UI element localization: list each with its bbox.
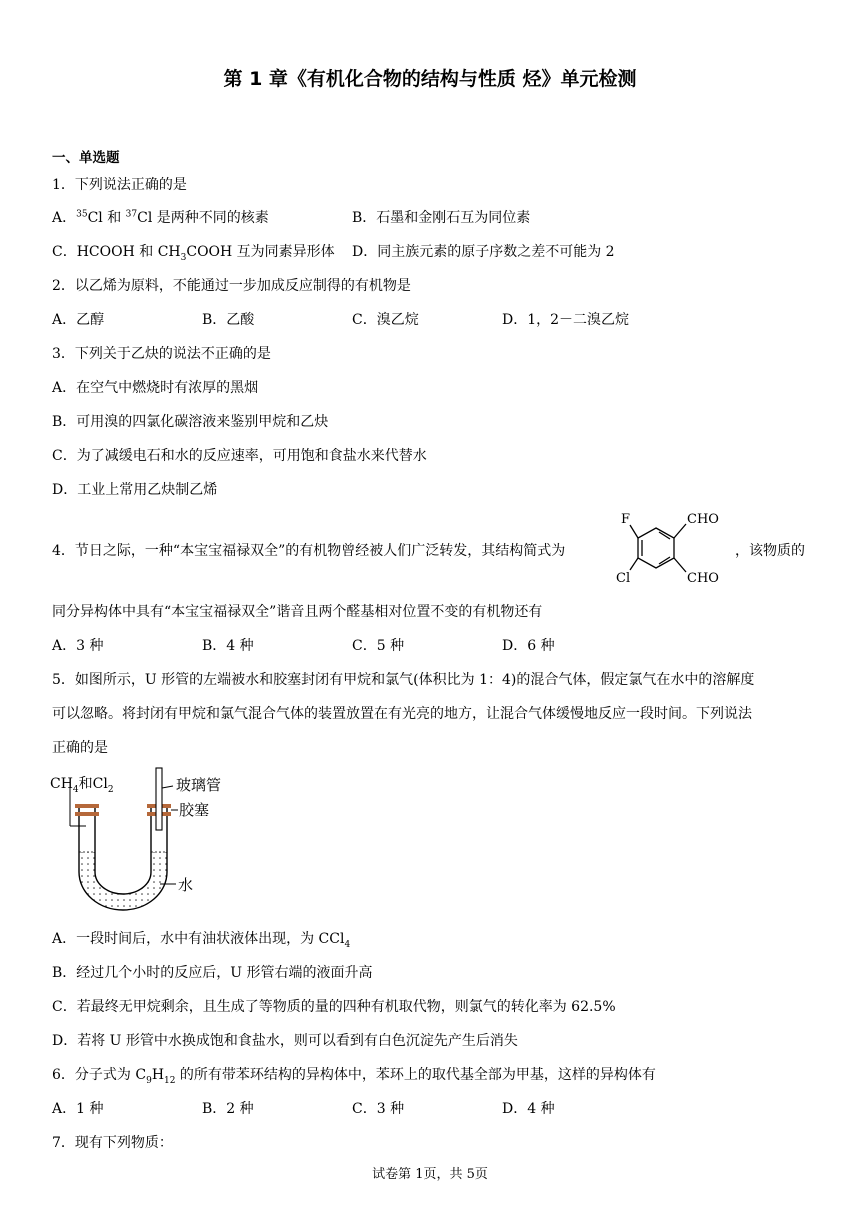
q5-option-b: B．经过几个小时的反应后，U 形管右端的液面升高 xyxy=(52,965,373,981)
q6-stem: 6．分子式为 $C_9H_{12}$ 的所有带苯环结构的异构体中，苯环上的取代基全部为甲基，这样的异构体有 xyxy=(52,1067,656,1086)
structure-formula-diagram xyxy=(608,506,732,588)
substituent-cho-bottom: CHO xyxy=(687,571,719,586)
q4-stem-tail: ，该物质的 xyxy=(735,543,805,559)
q2-stem: 2．以乙烯为原料，不能通过一步加成反应制得的有机物是 xyxy=(52,278,411,294)
q3-stem: 3．下列关于乙炔的说法不正确的是 xyxy=(52,346,271,362)
q6-option-a: A．1 种 xyxy=(52,1101,104,1117)
water-label: 水 xyxy=(178,876,194,894)
q1-stem: 1．下列说法正确的是 xyxy=(52,177,187,193)
q4-option-a: A．3 种 xyxy=(52,638,104,654)
q5-option-a: A．一段时间后，水中有油状液体出现，为 CCl$_4$ xyxy=(52,931,351,950)
q3-option-a: A．在空气中燃烧时有浓厚的黑烟 xyxy=(52,380,259,396)
q6-option-d: D．4 种 xyxy=(502,1101,555,1117)
q4-stem: 4．节日之际，一种“本宝宝福禄双全”的有机物曾经被人们广泛转发，其结构简式为 xyxy=(52,543,566,559)
page-footer: 试卷第 1页，共 5页 xyxy=(372,1167,488,1182)
q5-option-d: D．若将 U 形管中水换成饱和食盐水，则可以看到有白色沉淀先产生后消失 xyxy=(52,1033,518,1049)
substituent-f: F xyxy=(621,512,631,527)
q1-option-b: B．石墨和金刚石互为同位素 xyxy=(352,210,531,226)
q4-option-c: C．5 种 xyxy=(352,638,405,654)
q5-option-c: C．若最终无甲烷剩余，且生成了等物质的量的四种有机取代物，则氯气的转化率为 62.5% xyxy=(52,999,616,1015)
glass-tube-label: 玻璃管 xyxy=(176,776,222,794)
q3-option-b: B．可用溴的四氯化碳溶液来鉴别甲烷和乙炔 xyxy=(52,414,329,430)
q3-option-c: C．为了减缓电石和水的反应速率，可用饱和食盐水来代替水 xyxy=(52,448,427,464)
q5-stem-line-2: 可以忽略。将封闭有甲烷和氯气混合气体的装置放置在有光亮的地方，让混合气体缓慢地反应一段时间。下列说法 xyxy=(52,706,752,722)
q2-option-b: B．乙酸 xyxy=(202,312,255,328)
q5-stem-line-1: 5．如图所示，U 形管的左端被水和胶塞封闭有甲烷和氯气(体积比为 1：4)的混合气体，假定氯气在水中的溶解度 xyxy=(52,672,755,688)
substituent-cl: Cl xyxy=(616,571,631,586)
q2-option-a: A．乙醇 xyxy=(52,312,105,328)
q3-option-d: D．工业上常用乙炔制乙烯 xyxy=(52,482,218,498)
substituent-cho-top: CHO xyxy=(687,512,719,527)
stopper-label: 胶塞 xyxy=(179,801,210,819)
gas-label: $CH_4$和$Cl_2$ xyxy=(50,776,114,795)
q1-option-c: C．HCOOH 和 $CH_3COOH$ 互为同素异形体 xyxy=(52,244,335,263)
q2-option-c: C．溴乙烷 xyxy=(352,312,419,328)
q6-option-b: B．2 种 xyxy=(202,1101,254,1117)
q2-option-d: D．1，2－二溴乙烷 xyxy=(502,312,630,328)
q5-stem-line-3: 正确的是 xyxy=(52,740,108,756)
q4-stem-2: 同分异构体中具有“本宝宝福禄双全”谐音且两个醛基相对位置不变的有机物还有 xyxy=(52,604,543,620)
u-tube-apparatus-diagram xyxy=(50,766,240,916)
q4-option-b: B．4 种 xyxy=(202,638,254,654)
page-title: 第 1 章《有机化合物的结构与性质 烃》单元检测 xyxy=(223,68,637,90)
section-heading: 一、单选题 xyxy=(52,150,120,166)
q4-option-d: D．6 种 xyxy=(502,638,555,654)
q7-stem: 7．现有下列物质： xyxy=(52,1135,173,1151)
q1-option-d: D．同主族元素的原子序数之差不可能为 2 xyxy=(352,244,615,260)
q6-option-c: C．3 种 xyxy=(352,1101,405,1117)
q1-option-a: A．$^{35}$Cl 和 $^{37}$Cl 是两种不同的核素 xyxy=(52,209,269,226)
